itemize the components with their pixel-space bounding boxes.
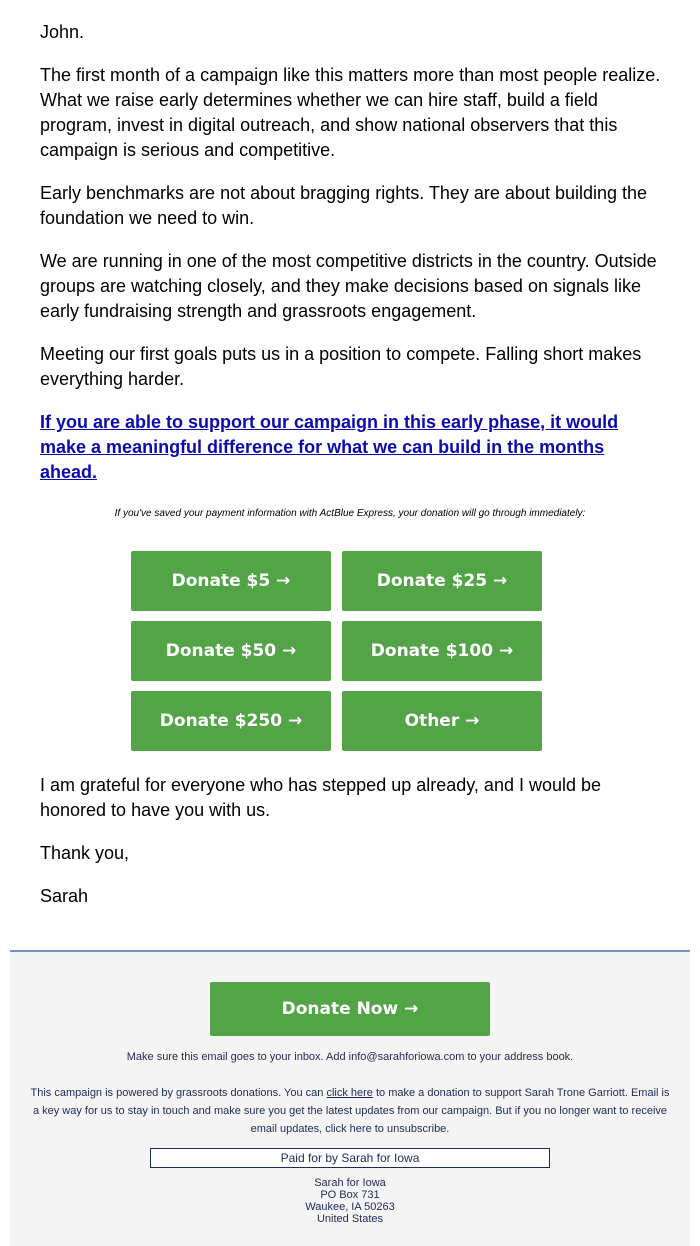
body-paragraph: The first month of a campaign like this matters more than most people realize. What we raise early determines whether we can hire staff, build a field program, invest in digital outreach, and show national observers that this campaign is serious and competitive. <box>40 65 661 160</box>
body-paragraph: Early benchmarks are not about bragging rights. They are about building the foundation we need to win. <box>40 183 648 228</box>
address-city: Waukee, IA 50263 <box>305 1201 395 1213</box>
email-footer <box>10 950 690 1246</box>
salutation: John. <box>40 22 85 42</box>
donate-100-button[interactable]: Donate $100 → <box>342 621 542 681</box>
paid-for-disclaimer: Paid for by Sarah for Iowa <box>150 1148 550 1168</box>
donate-50-button[interactable]: Donate $50 → <box>131 621 331 681</box>
email-closing <box>40 773 665 927</box>
donate-now-button[interactable]: Donate Now → <box>210 982 490 1036</box>
cta-paragraph <box>40 410 665 485</box>
address-country: United States <box>316 1213 384 1225</box>
donate-button-grid <box>131 551 542 751</box>
donate-other-button[interactable]: Other → <box>342 691 542 751</box>
email-body <box>40 20 665 485</box>
inbox-note: Make sure this email goes to your inbox. Add info@sarahforiowa.com to your address book. <box>126 1051 574 1063</box>
donate-25-button[interactable]: Donate $25 → <box>342 551 542 611</box>
powered-text-post: to make a donation to support Sarah Trone Garriott. Email is a key way for us to stay in touch and make sure you get the latest updates from our campaign. But if you no longer want to receive email updates, click here to unsubscribe. <box>32 1087 670 1135</box>
mailing-address <box>10 1177 690 1225</box>
cta-donate-link[interactable]: If you are able to support our campaign in this early phase, it would make a meaningful difference for what we can build in the months ahead. <box>40 412 619 482</box>
address-name: Sarah for Iowa <box>314 1177 386 1189</box>
donate-5-button[interactable]: Donate $5 → <box>131 551 331 611</box>
body-paragraph: Meeting our first goals puts us in a position to compete. Falling short makes everything harder. <box>40 344 642 389</box>
closing-paragraph: I am grateful for everyone who has stepped up already, and I would be honored to have you with us. <box>40 775 602 820</box>
click-here-link[interactable]: click here <box>326 1087 373 1099</box>
address-po-box: PO Box 731 <box>320 1189 380 1201</box>
powered-text-pre: This campaign is powered by grassroots donations. You can <box>30 1087 327 1099</box>
body-paragraph: We are running in one of the most competitive districts in the country. Outside groups are watching closely, and they make decisions based on signals like early fundraising strength and grassroots engagement. <box>40 251 657 321</box>
signature: Sarah <box>40 886 89 906</box>
sign-off: Thank you, <box>40 843 130 863</box>
actblue-express-note: If you've saved your payment information with ActBlue Express, your donation will go through immediately: <box>114 508 586 519</box>
powered-by-note <box>30 1084 670 1138</box>
donate-250-button[interactable]: Donate $250 → <box>131 691 331 751</box>
